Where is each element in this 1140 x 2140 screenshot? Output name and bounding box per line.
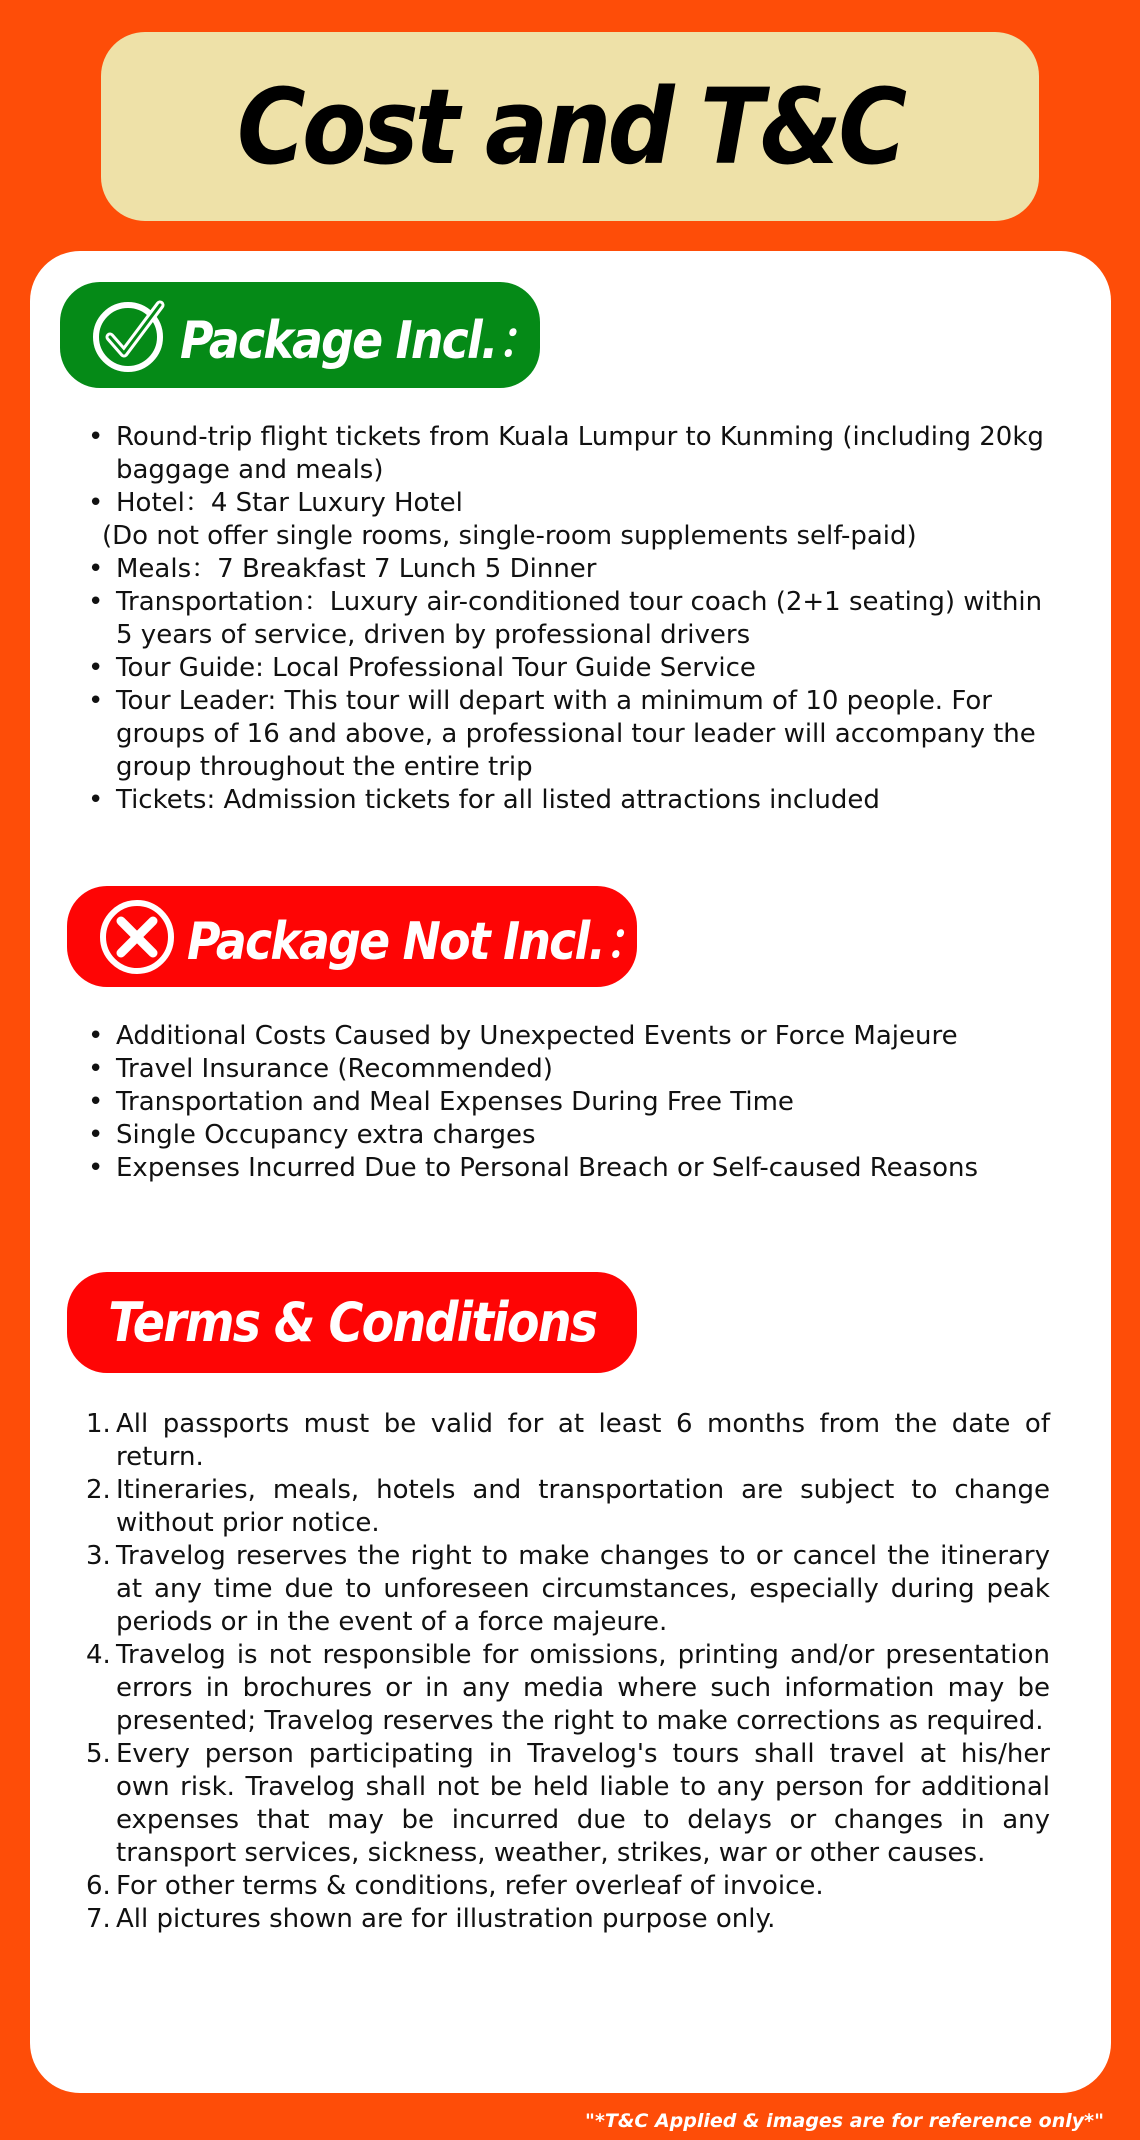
term-number: 1.: [86, 1409, 111, 1439]
term-text: Travelog reserves the right to make changes to or cancel the itinerary at any time due to unforeseen circumstances, especially during peak periods or in the event of a force majeure.: [116, 1541, 1050, 1637]
term-item: [82, 1738, 1050, 1870]
list-item: • Tour Guide: Local Professional Tour Guide Service: [82, 652, 1062, 685]
package-not-included-heading: [67, 886, 649, 987]
term-number: 5.: [86, 1739, 111, 1769]
not-included-list: [82, 1020, 1062, 1185]
package-included-heading: [60, 282, 540, 388]
term-item: [82, 1870, 1050, 1903]
terms-heading: [67, 1272, 637, 1373]
term-text: For other terms & conditions, refer overleaf of invoice.: [116, 1871, 824, 1901]
list-item: • Expenses Incurred Due to Personal Breach or Self-caused Reasons: [82, 1152, 1062, 1185]
term-number: 4.: [86, 1640, 111, 1670]
list-item: • Transportation and Meal Expenses During Free Time: [82, 1086, 1062, 1119]
list-item: • Tour Leader: This tour will depart with a minimum of 10 people. For groups of 16 and above, a professional tour leader will accompany the group throughout the entire trip: [82, 685, 1062, 784]
terms-list: [82, 1408, 1050, 1936]
terms-heading-label: Terms & Conditions: [107, 1291, 597, 1354]
term-number: 3.: [86, 1541, 111, 1571]
term-text: Travelog is not responsible for omissions, printing and/or presentation errors in brochures or in any media where such information may be presented; Travelog reserves the right to make corrections as required.: [116, 1640, 1050, 1736]
list-item: • Tickets: Admission tickets for all listed attractions included: [82, 784, 1062, 817]
term-number: 2.: [86, 1475, 111, 1505]
title-banner: [101, 32, 1039, 221]
included-list: [82, 421, 1062, 817]
x-circle-icon: [97, 897, 177, 977]
list-item: • Travel Insurance (Recommended): [82, 1053, 1062, 1086]
term-text: All passports must be valid for at least 6 months from the date of return.: [116, 1409, 1050, 1472]
term-text: Itineraries, meals, hotels and transportation are subject to change without prior notice.: [116, 1475, 1050, 1538]
term-item: [82, 1474, 1050, 1540]
term-item: [82, 1639, 1050, 1738]
check-circle-icon: [90, 295, 170, 375]
hotel-note: (Do not offer single rooms, single-room supplements self-paid): [102, 521, 917, 551]
list-item: • Round-trip flight tickets from Kuala Lumpur to Kunming (including 20kg baggage and meals): [82, 421, 1062, 487]
page-title: Cost and T&C: [236, 65, 904, 188]
term-text: Every person participating in Travelog's tours shall travel at his/her own risk. Travelog shall not be held liable to any person for additional expenses that may be incurred due to delays or changes in any transport services, sickness, weather, strikes, war or other causes.: [116, 1739, 1050, 1868]
package-included-label: Package Incl.：: [180, 310, 541, 371]
term-number: 7.: [86, 1904, 111, 1934]
term-item: [82, 1540, 1050, 1639]
list-item: • Hotel：4 Star Luxury Hotel: [82, 487, 1062, 520]
term-number: 6.: [86, 1871, 111, 1901]
footer-disclaimer: "*T&C Applied & images are for reference only*": [585, 2110, 1104, 2132]
list-item: • Transportation：Luxury air-conditioned tour coach (2+1 seating) within 5 years of service, driven by professional drivers: [82, 586, 1062, 652]
term-text: All pictures shown are for illustration purpose only.: [116, 1904, 776, 1934]
list-item: • Meals：7 Breakfast 7 Lunch 5 Dinner: [82, 553, 1062, 586]
list-item: • Additional Costs Caused by Unexpected Events or Force Majeure: [82, 1020, 1062, 1053]
list-item: • Single Occupancy extra charges: [82, 1119, 1062, 1152]
term-item: [82, 1408, 1050, 1474]
package-not-included-label: Package Not Incl.：: [187, 912, 649, 972]
term-item: [82, 1903, 1050, 1936]
